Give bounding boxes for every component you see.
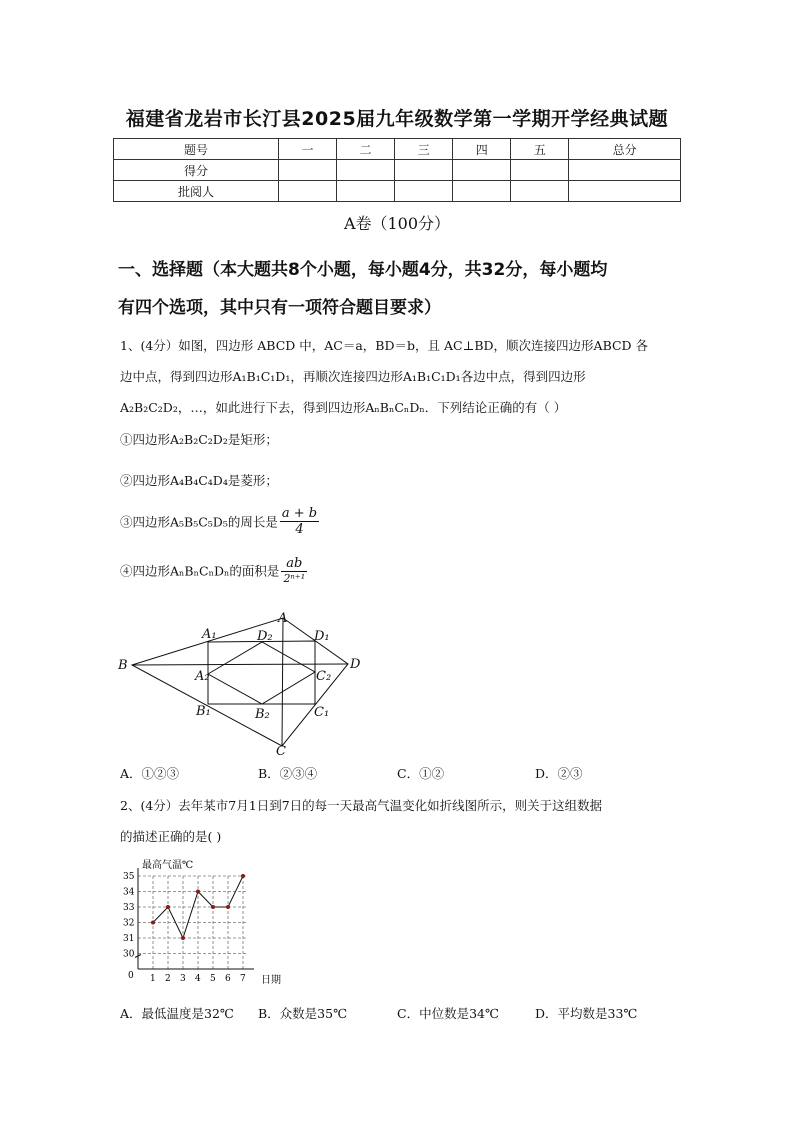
part1-heading-line1: 一、选择题（本大题共8个小题，每小题4分，共32分，每小题均 — [118, 260, 608, 280]
score-table-row — [114, 160, 681, 181]
score-cell[interactable] — [453, 160, 511, 181]
q1-statement-4 — [120, 556, 690, 585]
label-c2: C₂ — [316, 669, 332, 684]
q2-option-a[interactable]: A．最低温度是32℃ — [120, 1006, 234, 1021]
statement-3-text: ③四边形A₅B₅C₅D₅的周长是 — [120, 514, 278, 530]
reviewer-cell[interactable] — [279, 181, 337, 202]
reviewer-cell[interactable] — [395, 181, 453, 202]
data-point — [226, 905, 230, 909]
label-d2: D₂ — [257, 629, 273, 644]
y-tick-label: 35 — [123, 872, 135, 882]
score-cell[interactable] — [511, 160, 569, 181]
fraction-denominator: 2ⁿ⁺¹ — [283, 572, 306, 585]
label-b1: B₁ — [196, 704, 211, 719]
label-a1: A₁ — [202, 627, 217, 642]
statement-4-text: ④四边形AₙBₙCₙDₙ的面积是 — [120, 563, 280, 579]
x-tick-label: 2 — [165, 974, 171, 984]
chart-ylabel: 最高气温℃ — [142, 860, 194, 871]
q1-statement-2: ②四边形A₄B₄C₄D₄是菱形； — [120, 473, 278, 488]
data-point — [181, 936, 185, 940]
label-c: C — [276, 744, 286, 759]
x-tick-label: 6 — [225, 974, 231, 984]
table-header-cell: 三 — [395, 139, 453, 160]
q1-text-line1: 1、(4分）如图，四边形 ABCD 中，AC＝a，BD＝b，且 AC⊥BD，顺次连接四边形ABCD 各 — [120, 338, 649, 353]
chart-x-ticks — [150, 974, 246, 984]
table-header-cell: 四 — [453, 139, 511, 160]
rectangle-a1b1c1d1 — [208, 641, 315, 704]
table-header-cell: 二 — [337, 139, 395, 160]
chart-y-ticks — [123, 872, 135, 960]
x-tick-label: 3 — [180, 974, 186, 984]
fraction-area — [281, 556, 307, 585]
quadrilateral-figure — [110, 608, 370, 760]
q1-text-line3: A₂B₂C₂D₂，…，如此进行下去，得到四边形AₙBₙCₙDₙ．下列结论正确的有（ ） — [120, 400, 567, 415]
q2-text-line1: 2、(4分）去年某市7月1日到7日的每一天最高气温变化如折线图所示，则关于这组数据 — [120, 798, 603, 813]
data-point — [151, 921, 155, 925]
q2-option-c[interactable]: C．中位数是34℃ — [397, 1006, 499, 1021]
q1-option-d[interactable]: D．②③ — [535, 766, 583, 781]
diagonal-ac — [282, 618, 283, 746]
y-tick-label: 32 — [123, 918, 135, 929]
data-point — [211, 905, 215, 909]
rhombus-a2b2c2d2 — [208, 642, 315, 704]
fraction-denominator: 4 — [295, 522, 304, 537]
label-a: A — [278, 611, 288, 626]
chart-xlabel: 日期 — [261, 975, 281, 986]
temperature-line-chart — [118, 854, 298, 989]
row-label-reviewer: 批阅人 — [114, 181, 279, 202]
label-b: B — [118, 658, 128, 673]
data-point — [196, 890, 200, 894]
reviewer-cell[interactable] — [337, 181, 395, 202]
q2-text-line2: 的描述正确的是( ) — [120, 829, 222, 844]
q1-option-b[interactable]: B．②③④ — [258, 766, 318, 781]
data-point — [241, 874, 245, 878]
diagonal-bd — [132, 664, 348, 665]
chart-origin-label: 0 — [128, 971, 134, 981]
q1-text-line2: 边中点，得到四边形A₁B₁C₁D₁，再顺次连接四边形A₁B₁C₁D₁各边中点，得到四边形 — [120, 369, 586, 384]
label-d1: D₁ — [314, 629, 330, 644]
y-tick-label: 33 — [123, 903, 135, 913]
row-label-score: 得分 — [114, 160, 279, 181]
x-tick-label: 7 — [240, 974, 246, 984]
table-header-cell: 题号 — [114, 139, 279, 160]
data-point — [166, 905, 170, 909]
label-b2: B₂ — [255, 707, 270, 722]
score-table-row — [114, 181, 681, 202]
table-header-cell: 一 — [279, 139, 337, 160]
label-a2: A₂ — [195, 669, 210, 684]
q1-option-a[interactable]: A．①②③ — [120, 766, 180, 781]
score-cell[interactable] — [569, 160, 681, 181]
fraction-numerator: a + b — [281, 506, 318, 521]
q1-statement-3 — [120, 506, 690, 537]
x-tick-label: 1 — [150, 974, 156, 984]
y-tick-label: 31 — [123, 934, 135, 944]
reviewer-cell[interactable] — [511, 181, 569, 202]
score-cell[interactable] — [279, 160, 337, 181]
q1-statement-1: ①四边形A₂B₂C₂D₂是矩形； — [120, 432, 278, 447]
score-table-header-row — [114, 139, 681, 160]
reviewer-cell[interactable] — [569, 181, 681, 202]
section-a-title: A卷（100分） — [343, 214, 451, 233]
score-table — [113, 138, 681, 202]
y-tick-label: 30 — [123, 949, 135, 960]
q1-option-c[interactable]: C．①② — [397, 766, 445, 781]
exam-title: 福建省龙岩市长汀县2025届九年级数学第一学期开学经典试题 — [125, 108, 669, 130]
q2-option-b[interactable]: B．众数是35℃ — [258, 1006, 348, 1021]
x-tick-label: 5 — [210, 974, 216, 984]
label-c1: C₁ — [314, 705, 330, 720]
score-cell[interactable] — [337, 160, 395, 181]
part1-heading-line2: 有四个选项，其中只有一项符合题目要求） — [118, 298, 441, 318]
table-header-cell: 总分 — [569, 139, 681, 160]
score-cell[interactable] — [395, 160, 453, 181]
label-d: D — [350, 657, 361, 672]
fraction-numerator: ab — [281, 556, 307, 572]
reviewer-cell[interactable] — [453, 181, 511, 202]
table-header-cell: 五 — [511, 139, 569, 160]
fraction-perimeter — [280, 506, 319, 537]
q2-option-d[interactable]: D．平均数是33℃ — [535, 1006, 638, 1021]
y-tick-label: 34 — [123, 887, 135, 898]
x-tick-label: 4 — [195, 974, 201, 984]
